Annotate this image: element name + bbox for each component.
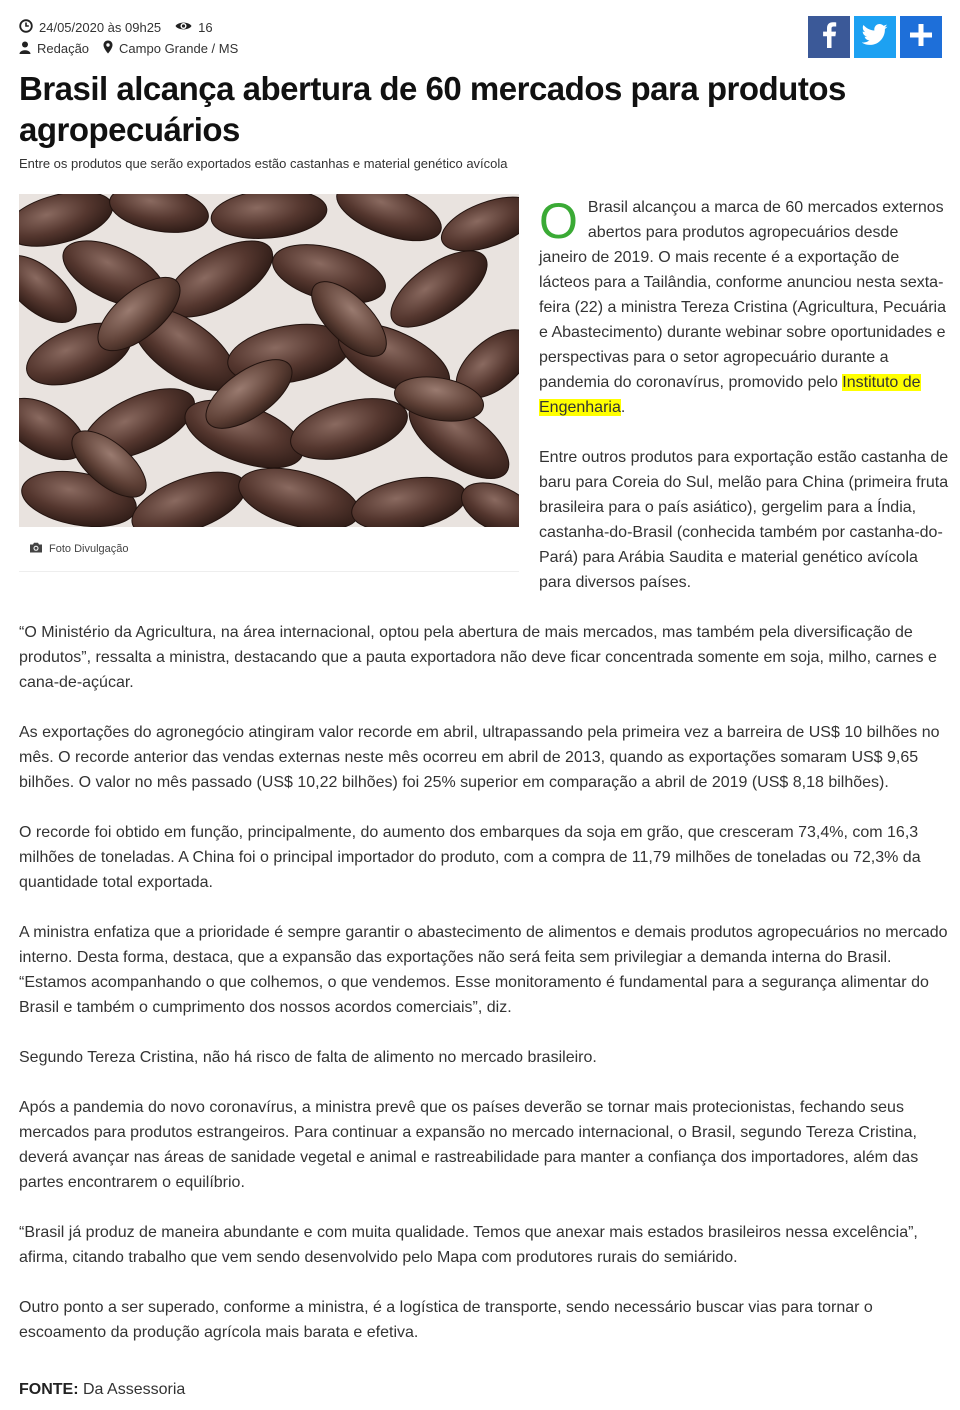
body-paragraph: A ministra enfatiza que a prioridade é sempre garantir o abastecimento de alimentos e demais produtos agropecuários no mercado interno. Desta forma, destaca, que a expansão das exportações não será feita sem privilegiar a demanda interna do Brasil. “Estamos acompanhando o que colhemos, o que vendemos. Esse monitoramento é fundamental para a segurança alimentar do Brasil e também o cumprimento dos nossos acordos comerciais”, diz. xyxy=(19,924,948,1016)
article-title: Brasil alcança abertura de 60 mercados para produtos agropecuários xyxy=(19,70,846,148)
article-figure xyxy=(19,194,519,572)
plus-icon xyxy=(910,24,932,51)
article-meta xyxy=(19,17,238,59)
body-paragraph: Após a pandemia do novo coronavírus, a ministra prevê que os países deverão se tornar mais protecionistas, fechando seus mercados para produtos estrangeiros. Para continuar a expansão no mercado internacional, o Brasil, segundo Tereza Cristina, deverá avançar nas áreas de sanidade vegetal e animal e rastreabilidade para manter a confiança dos importadores, além das partes encontrarem o equilíbrio. xyxy=(19,1099,919,1191)
twitter-share-button[interactable] xyxy=(854,16,896,58)
facebook-share-button[interactable] xyxy=(808,16,850,58)
more-share-button[interactable] xyxy=(900,16,942,58)
map-marker-icon xyxy=(103,40,113,57)
clock-icon xyxy=(19,19,33,36)
lead-paragraph-2: Entre outros produtos para exportação estão castanha de baru para Coreia do Sul, melão para China (primeira fruta brasileira para o país asiático), gergelim para a Índia, castanha-do-Brasil (conhecida também por castanha-do-Pará) para Arábia Saudita e material genético avícola para diversos países. xyxy=(539,449,949,591)
lead-paragraph-1 xyxy=(539,195,949,420)
dropcap: O xyxy=(539,193,578,249)
facebook-icon xyxy=(821,22,837,53)
source-value: Da Assessoria xyxy=(83,1381,186,1398)
body-paragraph: “Brasil já produz de maneira abundante e com muita qualidade. Temos que anexar mais estados brasileiros nessa excelência”, afirma, citando trabalho que vem sendo desenvolvido pelo Mapa com produtores rurais do semiárido. xyxy=(19,1224,918,1266)
eye-icon xyxy=(175,20,192,35)
body-paragraph: Segundo Tereza Cristina, não há risco de falta de alimento no mercado brasileiro. xyxy=(19,1049,597,1066)
body-paragraph: Outro ponto a ser superado, conforme a ministra, é a logística de transporte, sendo necessário buscar vias para tornar o escoamento da produção agrícola mais barata e efetiva. xyxy=(19,1299,873,1341)
body-paragraph: “O Ministério da Agricultura, na área internacional, optou pela abertura de mais mercados, mas também pela diversificação de produtos”, ressalta a ministra, destacando que a pauta exportadora não deve ficar concentrada somente em soja, milho, carnes e cana-de-açúcar. xyxy=(19,624,937,691)
article-source xyxy=(19,1381,185,1399)
share-buttons xyxy=(808,16,942,58)
article-lead xyxy=(539,195,949,620)
source-label: FONTE: xyxy=(19,1381,79,1398)
camera-icon xyxy=(29,542,43,556)
user-icon xyxy=(19,41,31,57)
twitter-icon xyxy=(862,24,888,51)
highlighted-link[interactable]: Instituto de Engenharia xyxy=(539,374,921,416)
view-count: 16 xyxy=(198,20,213,35)
meta-row-author xyxy=(19,38,238,59)
article-subtitle: Entre os produtos que serão exportados estão castanhas e material genético avícola xyxy=(19,156,508,171)
lead-text: Brasil alcançou a marca de 60 mercados externos abertos para produtos agropecuários desde janeiro de 2019. O mais recente é a exportação de lácteos para a Tailândia, conforme anunciou nesta sexta-feira (22) a ministra Tereza Cristina (Agricultura, Pecuária e Abastecimento) durante webinar sobre oportunidades e perspectivas para o setor agropecuário durante a pandemia do coronavírus, promovido pelo xyxy=(539,199,946,391)
caption-text: Foto Divulgação xyxy=(49,543,129,555)
nuts-photo xyxy=(19,194,519,527)
article-body xyxy=(19,620,949,1370)
meta-row-date xyxy=(19,17,238,38)
body-paragraph: O recorde foi obtido em função, principalmente, do aumento dos embarques da soja em grão, que cresceram 73,4%, com 16,3 milhões de toneladas. A China foi o principal importador do produto, com a compra de 11,79 milhões de toneladas ou 72,3% da quantidade total exportada. xyxy=(19,824,921,891)
author-name: Redação xyxy=(37,41,90,56)
location: Campo Grande / MS xyxy=(119,41,239,56)
lead-text-end: . xyxy=(620,399,626,416)
publish-datetime: 24/05/2020 às 09h25 xyxy=(39,20,162,35)
body-paragraph: As exportações do agronegócio atingiram valor recorde em abril, ultrapassando pela primeira vez a barreira de US$ 10 bilhões no mês. O recorde anterior das vendas externas neste mês ocorreu em abril de 2013, quando as exportações somaram US$ 9,65 bilhões. O valor no mês passado (US$ 10,22 bilhões) foi 25% superior em comparação a abril de 2019 (US$ 8,18 bilhões). xyxy=(19,724,940,791)
photo-caption xyxy=(19,527,519,572)
